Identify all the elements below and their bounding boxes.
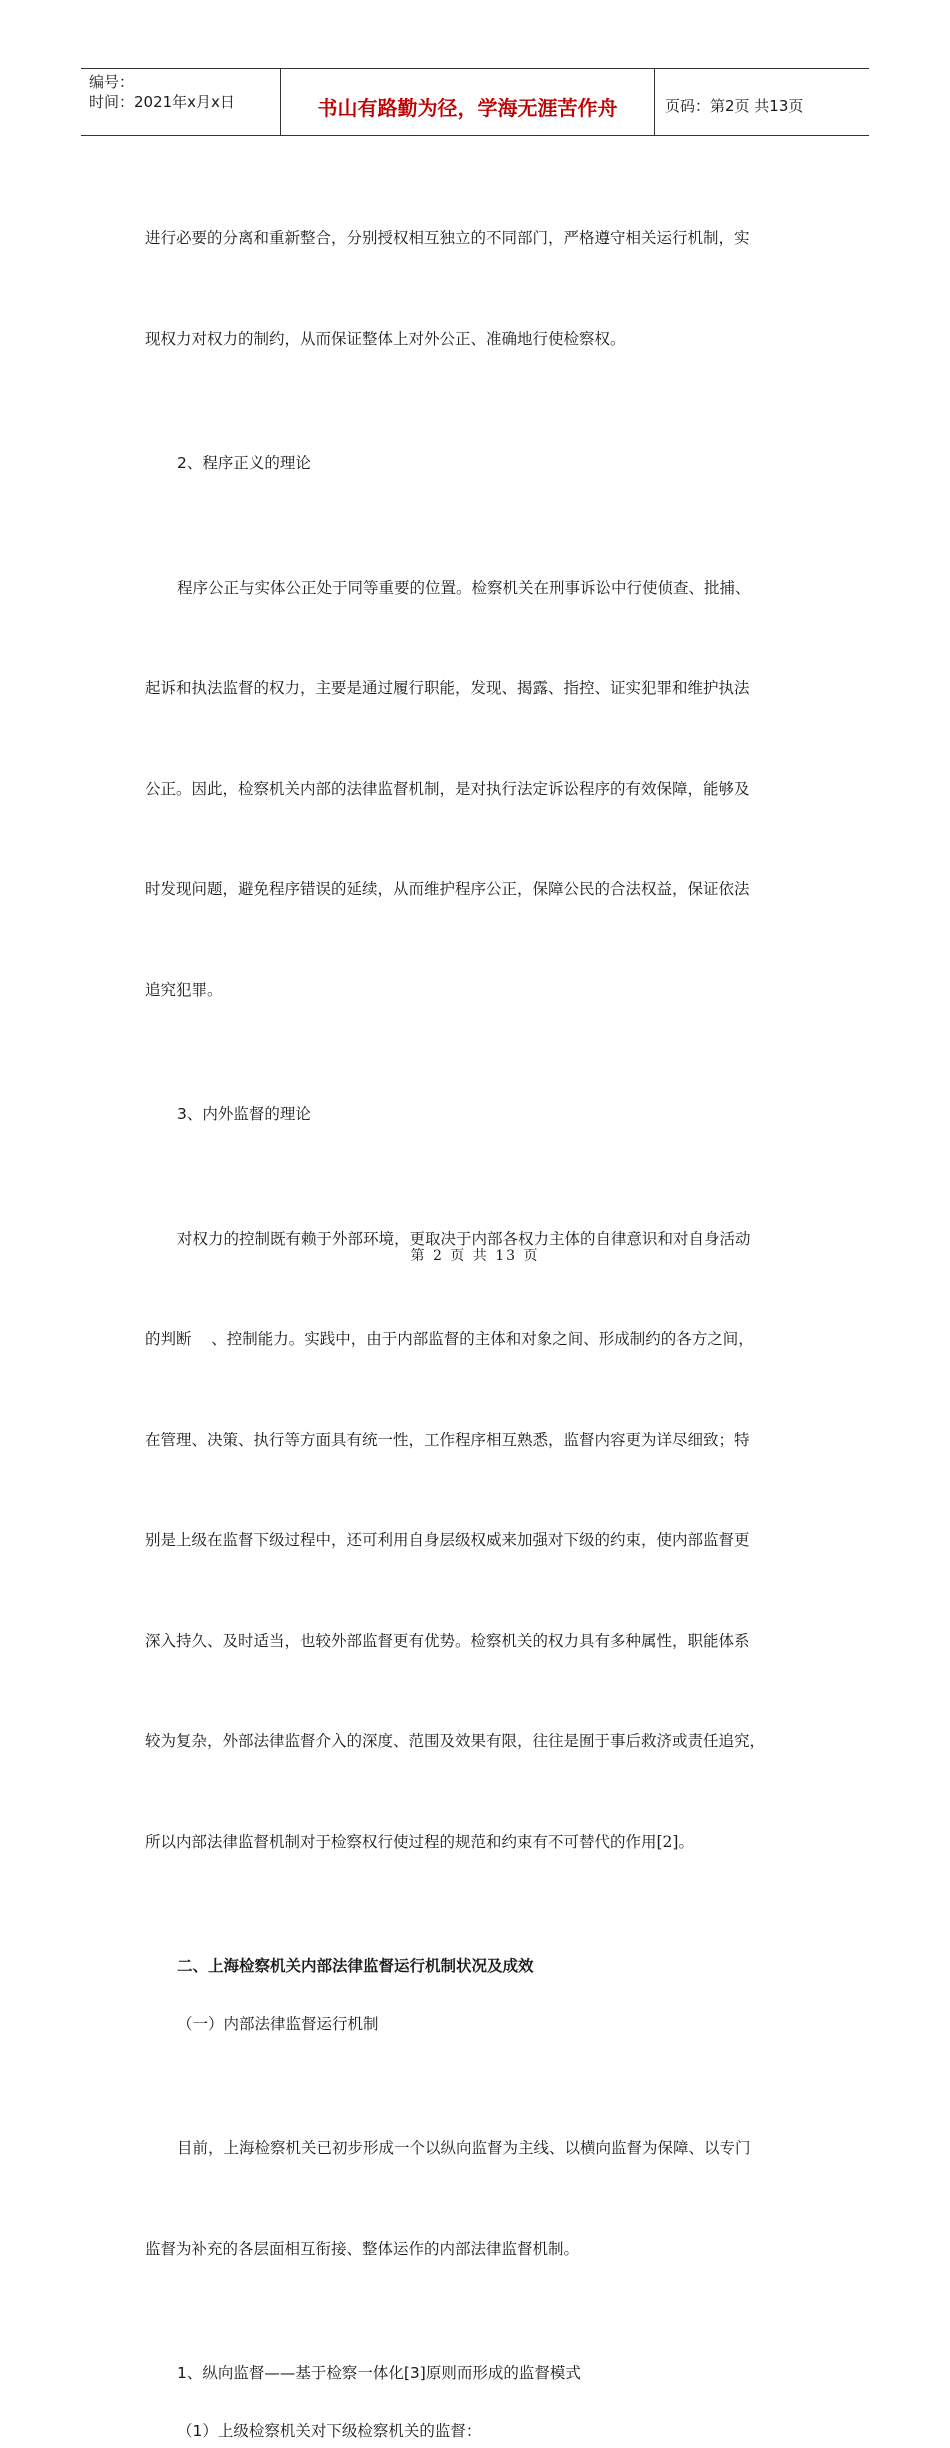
- text-line: 起诉和执法监督的权力，主要是通过履行职能，发现、揭露、指控、证实犯罪和维护执法: [145, 672, 809, 706]
- text-line: 较为复杂，外部法律监督介入的深度、范围及效果有限，往往是囿于事后救济或责任追究，: [145, 1725, 809, 1759]
- page-footer: 第 2 页 共 13 页: [0, 1245, 950, 1265]
- paragraph: [145, 155, 809, 423]
- header-meta: [81, 69, 281, 135]
- page-header: [81, 68, 869, 136]
- text-line: 深入持久、及时适当，也较外部监督更有优势。检察机关的权力具有多种属性，职能体系: [145, 1625, 809, 1659]
- heading-internal-external: 3、内外监督的理论: [145, 1098, 809, 1132]
- text-line: 进行必要的分离和重新整合，分别授权相互独立的不同部门，严格遵守相关运行机制，实: [145, 222, 809, 256]
- text-line: 对权力的控制既有赖于外部环境，更取决于内部各权力主体的自律意识和对自身活动: [145, 1223, 809, 1257]
- paragraph: [145, 505, 809, 1075]
- text-line: 现权力对权力的制约，从而保证整体上对外公正、准确地行使检察权。: [145, 323, 809, 357]
- paragraph: [145, 1156, 809, 1927]
- text-line: 的判断 、控制能力。实践中，由于内部监督的主体和对象之间、形成制约的各方之间，: [145, 1323, 809, 1357]
- paragraph: [145, 2065, 809, 2333]
- heading-superior-supervision: （1）上级检察机关对下级检察机关的监督：: [145, 2415, 809, 2448]
- text-line: 程序公正与实体公正处于同等重要的位置。检察机关在刑事诉讼中行使侦查、批捕、: [145, 572, 809, 606]
- text-line: 时发现问题，避免程序错误的延续，从而维护程序公正，保障公民的合法权益，保证依法: [145, 873, 809, 907]
- header-page-info: 页码：第2页 共13页: [655, 69, 869, 135]
- doc-number-label: 编号：: [89, 72, 280, 92]
- text-line: 监督为补充的各层面相互衔接、整体运作的内部法律监督机制。: [145, 2233, 809, 2267]
- section-heading: 二、上海检察机关内部法律监督运行机制状况及成效: [145, 1950, 809, 1984]
- text-line: 别是上级在监督下级过程中，还可利用自身层级权威来加强对下级的约束，使内部监督更: [145, 1524, 809, 1558]
- heading-vertical-supervision: 1、纵向监督——基于检察一体化[3]原则而形成的监督模式: [145, 2357, 809, 2391]
- text-line: 公正。因此，检察机关内部的法律监督机制，是对执行法定诉讼程序的有效保障，能够及: [145, 773, 809, 807]
- heading-procedural-justice: 2、程序正义的理论: [145, 447, 809, 481]
- header-motto: 书山有路勤为径，学海无涯苦作舟: [281, 69, 655, 135]
- document-body: [145, 155, 809, 2448]
- text-line: 追究犯罪。: [145, 974, 809, 1008]
- doc-time-label: 时间：2021年x月x日: [89, 92, 280, 112]
- text-line: 目前，上海检察机关已初步形成一个以纵向监督为主线、以横向监督为保障、以专门: [145, 2132, 809, 2166]
- text-line: 在管理、决策、执行等方面具有统一性，工作程序相互熟悉，监督内容更为详尽细致；特: [145, 1424, 809, 1458]
- text-line: 所以内部法律监督机制对于检察权行使过程的规范和约束有不可替代的作用[2]。: [145, 1826, 809, 1860]
- subsection-heading: （一）内部法律监督运行机制: [145, 2008, 809, 2042]
